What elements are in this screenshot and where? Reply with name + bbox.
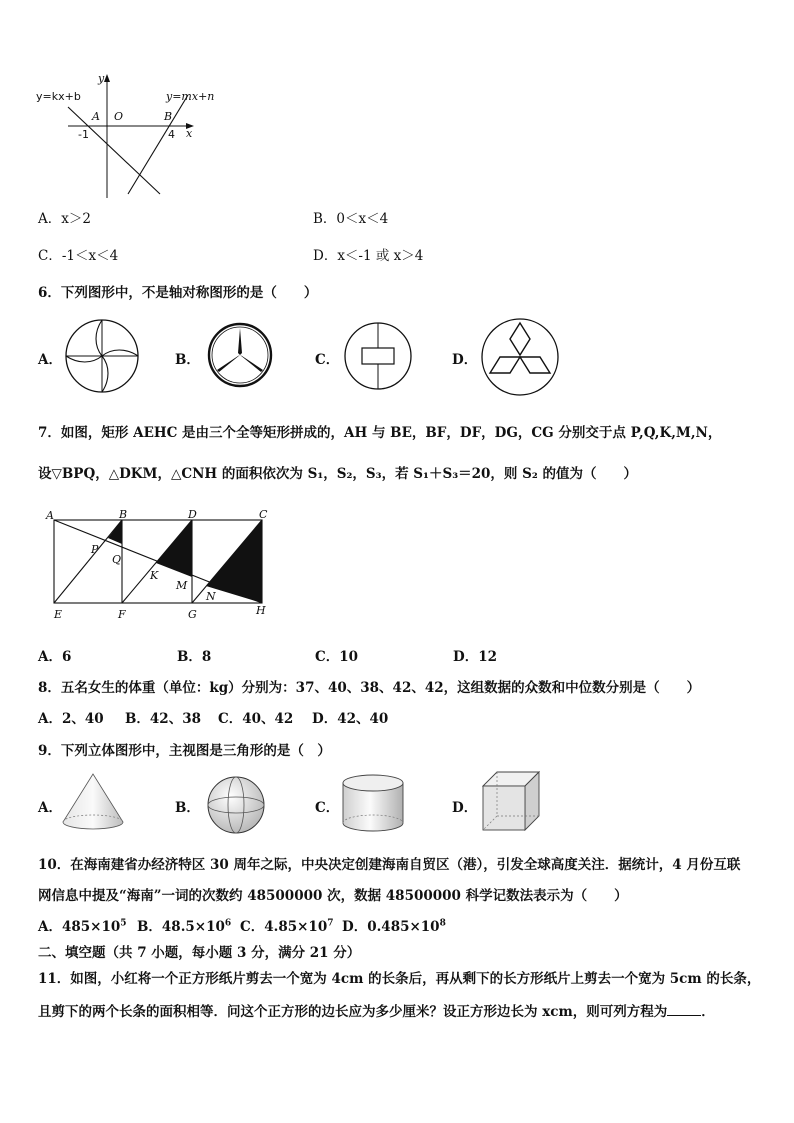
label-fig-H: H <box>256 604 266 617</box>
q7-rectangle-figure <box>40 506 280 626</box>
q7-option-a: A．6 <box>38 649 72 665</box>
section-2-heading: 二、填空题（共 7 小题，每小题 3 分，满分 21 分） <box>38 945 361 961</box>
label-fig-M: M <box>176 579 188 592</box>
label-fig-G: G <box>188 608 197 621</box>
q5-linear-graph <box>30 70 230 200</box>
label-4: 4 <box>168 128 175 141</box>
q7-option-b: B．8 <box>177 649 212 665</box>
q8-option-d: D．42、40 <box>312 711 389 727</box>
q5-option-a: A．x＞2 <box>38 211 91 227</box>
q10-option-a <box>38 915 127 935</box>
triangle-dkm <box>156 520 192 577</box>
q9-option-a-label: A． <box>38 800 62 816</box>
q11-end: ． <box>701 1004 715 1020</box>
q6-figure-b-star-logo <box>207 322 273 388</box>
q10-option-c-exp: 7 <box>327 918 334 929</box>
label-fig-N: N <box>206 590 216 603</box>
q8-option-b: B．42、38 <box>125 711 201 727</box>
label-x-axis: x <box>186 127 193 140</box>
q10-option-d-exp: 8 <box>439 918 446 929</box>
label-neg1: -1 <box>78 128 89 141</box>
label-fig-P: P <box>91 543 99 556</box>
q10-option-d-text: D．0.485×10 <box>342 919 440 935</box>
q8-option-c: C．40、42 <box>218 711 294 727</box>
label-fig-E: E <box>54 608 63 621</box>
label-fig-Q: Q <box>112 553 122 566</box>
label-B: B <box>164 110 173 123</box>
label-O: O <box>114 110 124 123</box>
q6-stem: 6．下列图形中，不是轴对称图形的是（ ） <box>38 285 318 301</box>
q6-figure-c-circle-rect <box>343 321 413 391</box>
q10-option-c-text: C．4.85×10 <box>240 919 328 935</box>
q10-line1: 10．在海南建省办经济特区 30 周年之际，中央决定创建海南自贸区（港），引发全球高度关注．据统计，4 月份互联 <box>38 857 741 873</box>
label-fig-K: K <box>150 569 159 582</box>
q5-option-d: D．x＜-1 或 x＞4 <box>313 248 424 264</box>
q9-figure-c-cylinder <box>340 773 406 835</box>
q6-option-a-label: A． <box>38 352 62 368</box>
label-fig-F: F <box>118 608 126 621</box>
q6-option-b-label: B． <box>175 352 200 368</box>
q10-option-a-exp: 5 <box>120 918 127 929</box>
q6-figure-a-pinwheel-circle <box>64 318 140 394</box>
label-fig-A: A <box>46 509 54 522</box>
q6-option-d-label: D． <box>452 352 478 368</box>
q10-option-a-text: A．485×10 <box>38 919 121 935</box>
q6-option-c-label: C． <box>315 352 340 368</box>
label-fig-C: C <box>259 508 268 521</box>
q9-option-b-label: B． <box>175 800 200 816</box>
q9-option-d-label: D． <box>452 800 478 816</box>
q10-option-b <box>137 915 231 935</box>
triangle-bpq <box>108 520 122 544</box>
label-eq1: y=kx+b <box>36 90 81 103</box>
q8-option-a: A．2、40 <box>38 711 104 727</box>
q7-line1: 7．如图，矩形 AEHC 是由三个全等矩形拼成的，AH 与 BE，BF，DF，DG，CG 分别交于点 P,Q,K,M,N， <box>38 425 722 441</box>
q9-figure-b-sphere <box>206 775 266 835</box>
q10-option-d <box>342 915 446 935</box>
q10-option-b-text: B．48.5×10 <box>137 919 225 935</box>
label-eq2: y=mx+n <box>166 90 215 103</box>
q5-option-b: B．0＜x＜4 <box>313 211 389 227</box>
q7-option-c: C．10 <box>315 649 359 665</box>
q10-option-b-exp: 6 <box>224 918 232 929</box>
q6-figure-d-three-diamonds <box>480 317 560 397</box>
q7-line2: 设▽BPQ，△DKM，△CNH 的面积依次为 S₁，S₂，S₃，若 S₁＋S₃＝20，则 S₂ 的值为（ ） <box>38 466 637 482</box>
q9-option-c-label: C． <box>315 800 340 816</box>
line-mx-n <box>128 95 188 194</box>
label-A: A <box>92 110 100 123</box>
label-y-axis: y <box>98 72 105 85</box>
q11-line1: 11．如图，小红将一个正方形纸片剪去一个宽为 4cm 的长条后，再从剩下的长方形纸片上剪去一个宽为 5cm 的长条， <box>38 971 761 987</box>
q11-line2: 且剪下的两个长条的面积相等．问这个正方形的边长应为多少厘米？设正方形边长为 xcm，则可列方程为 <box>38 1004 668 1020</box>
q9-figure-a-cone <box>60 772 126 832</box>
q10-option-c <box>240 915 334 935</box>
label-fig-D: D <box>188 508 197 521</box>
q7-option-d: D．12 <box>453 649 497 665</box>
q10-line2: 网信息中提及“海南”一词的次数约 48500000 次，数据 48500000 科学记数法表示为（ ） <box>38 888 628 904</box>
q8-stem: 8．五名女生的体重（单位：kg）分别为：37、40、38、42、42，这组数据的众数和中位数分别是（ ） <box>38 680 701 696</box>
q9-stem: 9．下列立体图形中，主视图是三角形的是（ ） <box>38 743 331 759</box>
q9-figure-d-cube <box>480 770 542 832</box>
q5-option-c: C．-1＜x＜4 <box>38 248 119 264</box>
q11-line2-wrap <box>38 1000 715 1020</box>
label-fig-B: B <box>119 508 128 521</box>
q11-answer-blank[interactable] <box>667 1003 701 1016</box>
